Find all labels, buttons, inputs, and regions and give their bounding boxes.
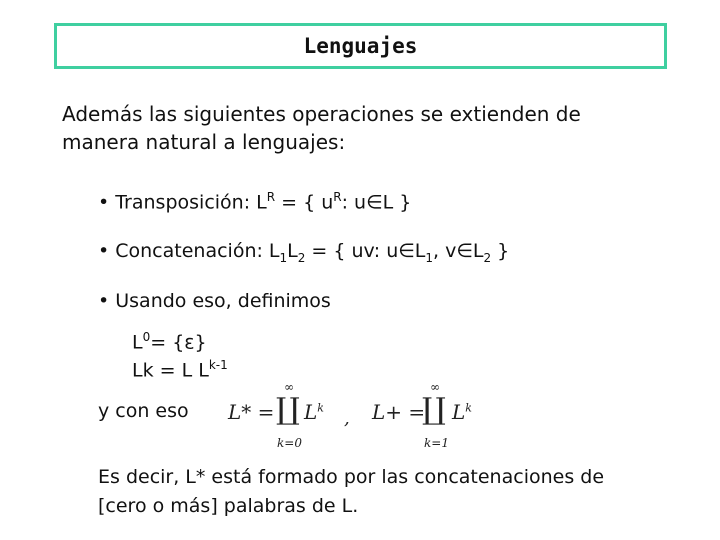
- plus-lhs: L+ =: [372, 400, 426, 424]
- union-symbol-plus: ∐: [422, 392, 446, 427]
- bullet-transposicion: • Transposición: $L^R$ = { $u^R$: u∈L }: [98, 190, 412, 214]
- def-l0: $L^0= \{\varepsilon\}$: [132, 330, 207, 354]
- con-eso-text: y con eso: [98, 400, 189, 422]
- title-box: [54, 23, 667, 69]
- infinity-upper-star: ∞: [284, 380, 294, 394]
- union-symbol-star: ∐: [276, 392, 300, 427]
- formula-comma: ,: [344, 408, 350, 429]
- infinity-upper-plus: ∞: [430, 380, 440, 394]
- bullet-usando: • Usando eso, definimos: [98, 290, 331, 312]
- star-lhs: L* =: [228, 400, 275, 424]
- star-term: $L^k$: [304, 400, 324, 424]
- def-lk: Lk = L $L^{k-1}$: [132, 358, 228, 382]
- slide-title: Lenguajes: [303, 34, 418, 58]
- intro-text: Además las siguientes operaciones se extienden de manera natural a lenguajes:: [62, 102, 581, 154]
- k1-lower: k=1: [424, 436, 449, 450]
- bullet-concatenacion: • Concatenación: $L_1L_2$ = { uv: $u\in L_1$, $v\in L_2$ }: [98, 240, 510, 265]
- k0-lower: k=0: [277, 436, 302, 450]
- plus-term: $L^k$: [452, 400, 472, 424]
- outro-text: Es decir, L* está formado por las concatenaciones de [cero o más] palabras de L.: [98, 466, 605, 517]
